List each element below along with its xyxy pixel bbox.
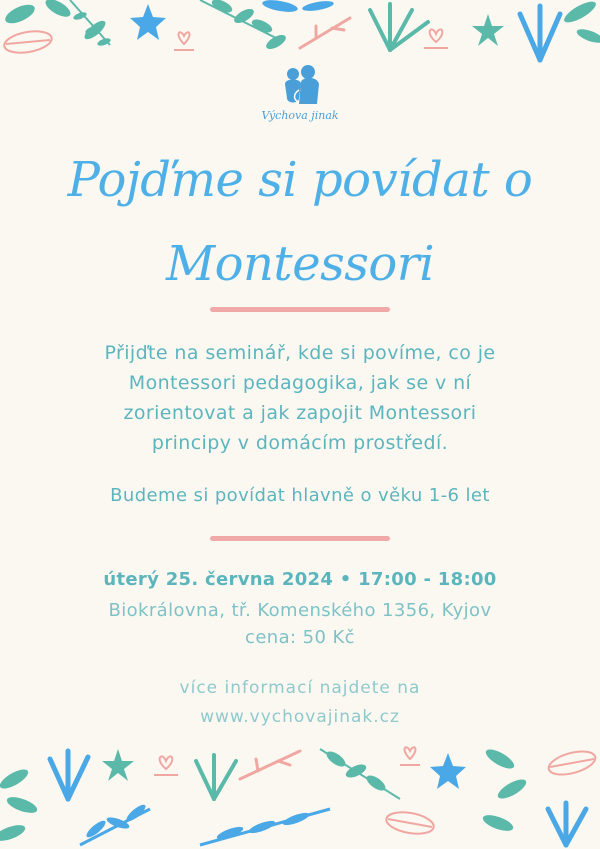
blue-frond: [200, 809, 330, 845]
intro-paragraph: [40, 338, 560, 458]
blue-fan: [520, 6, 560, 60]
teal-fan: [196, 755, 236, 799]
pink-flower: [424, 29, 448, 48]
teal-frond: [481, 746, 529, 834]
blue-star: [430, 753, 466, 789]
website-link[interactable]: www.vychovajinak.cz: [200, 707, 400, 727]
teal-star: [472, 14, 504, 46]
leaf-sprig: [3, 0, 109, 42]
pink-leaf: [3, 28, 54, 56]
title-line-2: Montessori: [165, 236, 435, 292]
event-title: [20, 138, 580, 306]
intro-line: Montessori pedagogika, jak se v ní: [128, 372, 472, 394]
event-price: cena: 50 Kč: [245, 627, 355, 648]
blue-frond: [261, 0, 334, 14]
pink-leaf: [546, 747, 598, 779]
star-flower: [130, 4, 166, 40]
divider-rule: [210, 307, 390, 312]
event-place: Biokrálovna, tř. Komenského 1356, Kyjov: [108, 600, 492, 621]
pink-flower: [174, 32, 194, 50]
more-info-text: více informací najdete na: [179, 678, 421, 698]
intro-line: Přijďte na seminář, kde si povíme, co je: [104, 342, 496, 364]
event-datetime: úterý 25. června 2024 • 17:00 - 18:00: [103, 569, 497, 590]
bottom-foliage-decoration: [0, 739, 600, 849]
age-range-text: Budeme si povídat hlavně o věku 1-6 let: [110, 485, 490, 506]
blue-fan: [548, 803, 586, 845]
pink-leaf: [385, 809, 436, 837]
logo: [247, 64, 353, 132]
divider-rule: [210, 536, 390, 541]
pink-flower: [400, 747, 420, 765]
pink-flower: [154, 756, 178, 775]
mother-and-child-icon: [247, 64, 353, 108]
blue-fan: [50, 751, 88, 799]
top-foliage-decoration: [0, 0, 600, 70]
intro-line: principy v domácím prostředí.: [151, 432, 449, 454]
pink-branch: [240, 751, 300, 779]
teal-frond: [0, 766, 39, 844]
teal-fan: [370, 4, 428, 50]
blue-frond: [84, 802, 148, 840]
intro-line: zorientovat a jak zapojit Montessori: [123, 402, 477, 424]
teal-frond: [320, 749, 400, 799]
teal-star: [102, 749, 134, 781]
leaf-frond: [72, 11, 111, 47]
pink-branch: [300, 18, 350, 48]
logo-text: Výchova jinak: [261, 109, 339, 122]
teal-frond: [561, 0, 600, 45]
title-line-1: Pojďme si povídat o: [67, 152, 533, 208]
